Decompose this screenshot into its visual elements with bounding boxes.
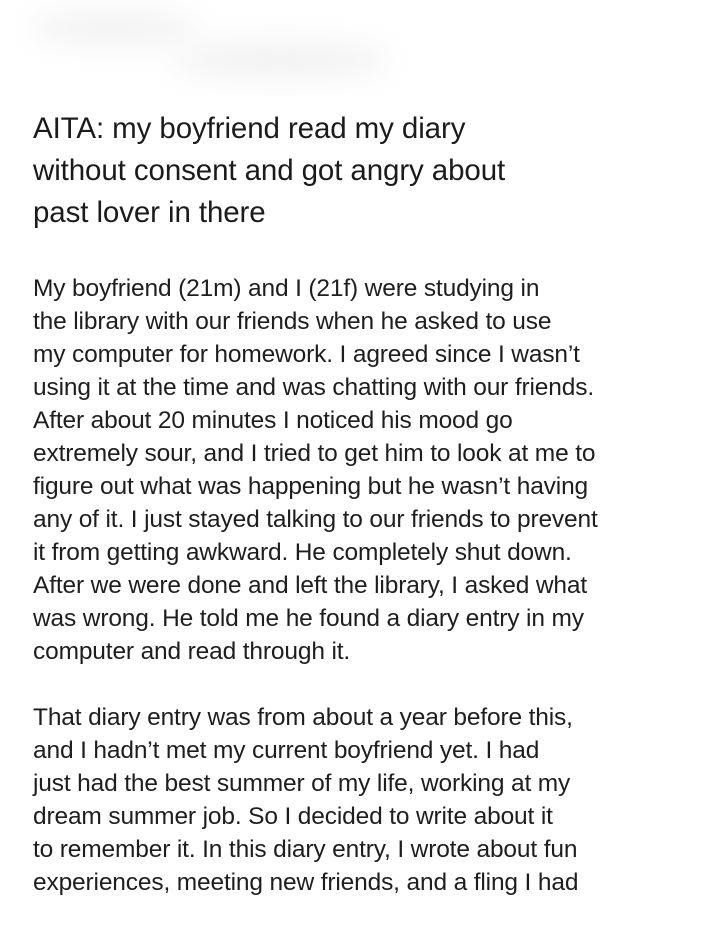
body-line: it from getting awkward. He completely shut down. — [33, 539, 572, 566]
body-line: That diary entry was from about a year before this, — [33, 704, 573, 731]
body-line: the library with our friends when he asked to use — [33, 308, 552, 335]
body-paragraph — [33, 272, 698, 668]
body-line: experiences, meeting new friends, and a fling I had — [33, 869, 579, 896]
body-line: my computer for homework. I agreed since I wasn’t — [33, 341, 580, 368]
title-line: AITA: my boyfriend read my diary — [33, 112, 466, 145]
body-line: computer and read through it. — [33, 638, 351, 665]
body-line: extremely sour, and I tried to get him to look at me to — [33, 440, 596, 467]
body-line: just had the best summer of my life, working at my — [33, 770, 571, 797]
post-content — [33, 108, 698, 932]
title-line: without consent and got angry about — [33, 154, 506, 187]
body-line: to remember it. In this diary entry, I wrote about fun — [33, 836, 578, 863]
title-line: past lover in there — [33, 196, 266, 229]
post-body — [33, 272, 698, 899]
body-line: using it at the time and was chatting with our friends. — [33, 374, 594, 401]
body-line: any of it. I just stayed talking to our friends to prevent — [33, 506, 598, 533]
body-line: After about 20 minutes I noticed his mood go — [33, 407, 513, 434]
body-line: After we were done and left the library, I asked what — [33, 572, 588, 599]
body-line: and I hadn’t met my current boyfriend yet. I had — [33, 737, 540, 764]
post-title — [33, 108, 698, 234]
blurred-header-area — [0, 0, 720, 100]
blurred-shape — [30, 10, 200, 46]
body-line: was wrong. He told me he found a diary entry in my — [33, 605, 584, 632]
body-line: My boyfriend (21m) and I (21f) were studying in — [33, 275, 540, 302]
blurred-shape — [170, 40, 390, 80]
body-line: dream summer job. So I decided to write about it — [33, 803, 553, 830]
body-line: figure out what was happening but he wasn’t having — [33, 473, 589, 500]
body-paragraph — [33, 701, 698, 899]
